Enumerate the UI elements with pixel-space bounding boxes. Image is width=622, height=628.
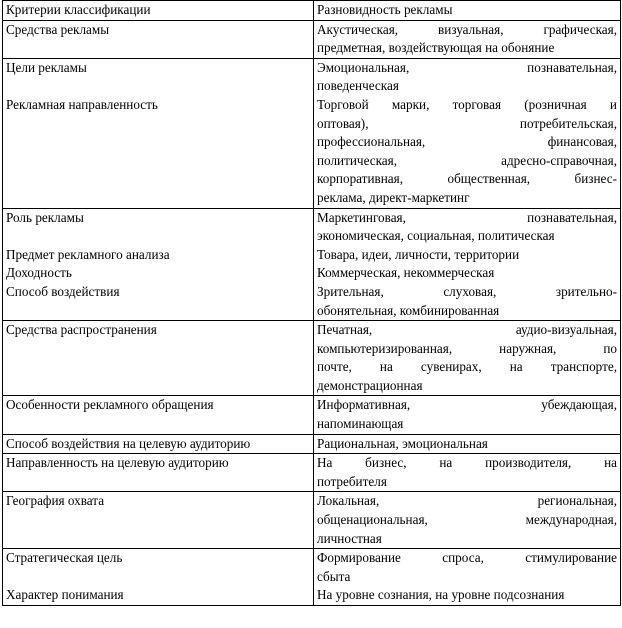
types-line: Печатная, аудио-визуальная, <box>317 322 617 338</box>
types-cell <box>314 20 621 58</box>
types-line: предметная, воздействующая на обоняние <box>317 40 555 56</box>
types-entry <box>317 454 617 491</box>
criteria-entry: Направленность на целевую аудиторию <box>6 455 229 471</box>
types-entry <box>317 96 617 208</box>
table-row <box>3 434 621 454</box>
table-row <box>3 20 621 58</box>
types-line: компьютеризированная, наружная, по <box>317 340 617 356</box>
criteria-entry: Предмет рекламного анализа <box>6 246 170 262</box>
criteria-cell <box>3 58 314 208</box>
table-row <box>3 454 621 492</box>
criteria-entry: Стратегическая цель <box>6 550 123 566</box>
criteria-entry: Цели рекламы <box>6 59 87 75</box>
types-cell <box>314 208 621 321</box>
criteria-cell <box>3 434 314 454</box>
criteria-entry: Способ воздействия <box>6 283 120 299</box>
criteria-entry: Характер понимания <box>6 587 124 603</box>
types-cell <box>314 434 621 454</box>
types-line: Локальная, региональная, <box>317 493 617 509</box>
types-cell <box>314 321 621 396</box>
types-line: профессиональная, финансовая, <box>317 134 617 150</box>
types-line: сбыта <box>317 568 351 584</box>
criteria-entry: Доходность <box>6 265 72 281</box>
table-row <box>3 208 621 321</box>
table-row <box>3 321 621 396</box>
types-line: Информативная, убеждающая, <box>317 397 617 413</box>
header-criteria: Критерии классификации <box>3 1 314 21</box>
types-line: Акустическая, визуальная, графическая, <box>317 21 617 37</box>
types-line: Эмоциональная, познавательная, <box>317 59 617 75</box>
types-line: На уровне сознания, на уровне подсознания <box>317 587 565 603</box>
types-line: почте, на сувенирах, на транспорте, <box>317 359 617 375</box>
types-entry <box>317 21 617 58</box>
types-entry <box>317 246 617 265</box>
criteria-entry: Роль рекламы <box>6 209 84 225</box>
criteria-cell <box>3 321 314 396</box>
types-line: реклама, директ-маркетинг <box>317 189 470 205</box>
types-line: корпоративная, общественная, бизнес- <box>317 171 617 187</box>
criteria-cell <box>3 20 314 58</box>
types-cell <box>314 454 621 492</box>
types-line: Товара, идеи, личности, территории <box>317 246 520 262</box>
types-line: Рациональная, эмоциональная <box>317 435 488 451</box>
table-row <box>3 396 621 434</box>
criteria-entry: Способ воздействия на целевую аудиторию <box>6 435 251 451</box>
table-row <box>3 58 621 208</box>
types-line: экономическая, социальная, политическая <box>317 228 555 244</box>
types-entry <box>317 283 617 320</box>
types-line: политическая, адресно-справочная, <box>317 152 617 168</box>
types-line: потребителя <box>317 473 387 489</box>
table-row <box>3 492 621 549</box>
types-entry <box>317 435 617 454</box>
criteria-entry: Особенности рекламного обращения <box>6 397 214 413</box>
criteria-cell <box>3 454 314 492</box>
table-row <box>3 549 621 606</box>
types-line: Формирование спроса, стимулирование <box>317 550 617 566</box>
types-entry <box>317 321 617 395</box>
criteria-entry: Средства рекламы <box>6 21 110 37</box>
criteria-entry: Средства распространения <box>6 322 157 338</box>
types-line: Коммерческая, некоммерческая <box>317 265 495 281</box>
header-types: Разновидность рекламы <box>314 1 621 21</box>
types-line: общенациональная, международная, <box>317 512 617 528</box>
types-line: демонстрационная <box>317 377 423 393</box>
types-entry <box>317 59 617 96</box>
types-line: Торговой марки, торговая (розничная и <box>317 96 617 112</box>
types-entry <box>317 586 617 605</box>
types-line: напоминающая <box>317 416 404 432</box>
types-entry <box>317 549 617 586</box>
criteria-cell <box>3 208 314 321</box>
types-cell <box>314 396 621 434</box>
types-line: Зрительная, слуховая, зрительно- <box>317 283 617 299</box>
types-cell <box>314 492 621 549</box>
types-line: оптовая), потребительская, <box>317 115 617 131</box>
types-line: обонятельная, комбинированная <box>317 302 500 318</box>
types-entry <box>317 209 617 246</box>
types-cell <box>314 58 621 208</box>
types-entry <box>317 492 617 548</box>
criteria-cell <box>3 549 314 606</box>
criteria-entry: Рекламная направленность <box>6 96 158 112</box>
types-line: поведенческая <box>317 78 399 94</box>
criteria-entry: География охвата <box>6 493 105 509</box>
classification-table <box>2 0 621 606</box>
types-cell <box>314 549 621 606</box>
types-line: личностная <box>317 530 382 546</box>
types-entry <box>317 396 617 433</box>
table-header-row <box>3 1 621 21</box>
types-line: Маркетинговая, познавательная, <box>317 209 617 225</box>
types-line: На бизнес, на производителя, на <box>317 455 617 471</box>
criteria-cell <box>3 396 314 434</box>
criteria-cell <box>3 492 314 549</box>
types-entry <box>317 264 617 283</box>
